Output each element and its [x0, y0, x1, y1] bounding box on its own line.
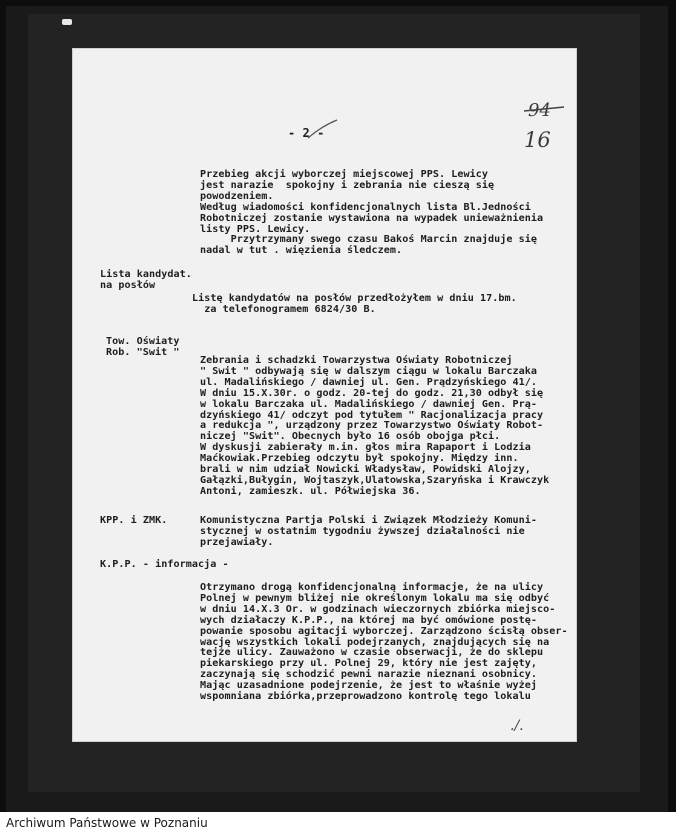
section-swit-body: Zebrania i schadzki Towarzystwa Oświaty Robotniczej " Swit " odbywają się w dalszym ciągu w lokalu Barczaka ul. Madalińskiego / dawniej ul. Gen. Prądzyńskiego 41/. W dniu 15.X.30r. o godz. 20-tej do godz. 21,30 odbył się w lokalu Barczaka ul. Madalińskiego / dawniej Gen. Prą- dzyńskiego 41/ odczyt pod tytułem " Racjonalizacja pracy a redukcja ", urządzony przez Towarzystwo Oświaty Robot- niczej "Swit". Obecnych było 16 osób obojga płci. W dyskusji zabierały m.in. głos mira Rapaport i Lodzia Maćkowiak.Przebieg odczytu był spokojny. Między inn. brali w nim udział Nowicki Władysław, Powidski Alojzy, Gałązki,Bułygin, Wojtaszyk,Ulatowska,Szaryńska i Krawczyk Antoni, zamieszk. ul. Półwiejska 36. [200, 355, 550, 497]
archive-name: Archiwum Państwowe w Poznaniu [6, 816, 208, 830]
section-info-label: K.P.P. - informacja - [100, 559, 229, 570]
section-lista-label: Lista kandydat. na posłów [100, 269, 192, 291]
section-kpp-label: KPP. i ZMK. [100, 515, 168, 526]
intro-paragraph: Przebieg akcji wyborczej miejscowej PPS. Lewicy jest narazie spokojny i zebrania nie cieszą się powodzeniem. Według wiadomości konfidencjonalnych lista Bl.Jedności Robotniczej zostanie wystawiona na wypadek unieważnienia listy PPS. Lewicy. Przytrzymany swego czasu Bakoś Marcin znajduje się nadal w tut . więzienia śledczem. [200, 169, 544, 257]
section-swit-label: Tow. Oświaty Rob. "Swit " [106, 336, 180, 358]
continuation-mark: ./. [510, 718, 524, 734]
section-lista-body: Listę kandydatów na posłów przedłożyłem w dniu 17.bm. za telefonogramem 6824/30 B. [192, 293, 517, 315]
document-page [72, 48, 577, 742]
frame-marker [62, 19, 72, 25]
page-marker-strike [304, 118, 340, 144]
folio-strike [522, 98, 566, 122]
folio-old-number: 94 [528, 100, 551, 121]
folio-number: 16 [524, 128, 551, 152]
section-info-body: Otrzymano drogą konfidencjonalną informacje, że na ulicy Polnej w pewnym bliżej nie określonym lokalu ma się odbyć w dniu 14.X.3 Or. w godzinach wieczornych zbiórka miejsco- wych działaczy K.P.P., na której ma być omówione postę- powanie sposobu agitacji wyborczej. Zarządzono ścisłą obser- wację wszystkich lokali podejrzanych, znajdujących się na tejże ulicy. Zauważono w czasie obserwacji, że do sklepu piekarskiego przy ul. Polnej 29, który nie jest zajęty, zaczynają się schodzić pewni narazie nieznani osobnicy. Mając uzasadnione podejrzenie, że jest to właśnie wyżej wspomniana zbiórka,przeprowadzono kontrolę tego lokalu [200, 582, 568, 703]
page-marker: - 2 - [288, 126, 325, 140]
section-kpp-body: Komunistyczna Partja Polski i Związek Młodzieży Komuni- stycznej w ostatnim tygodniu żywszej działalności nie przejawiały. [200, 515, 537, 548]
